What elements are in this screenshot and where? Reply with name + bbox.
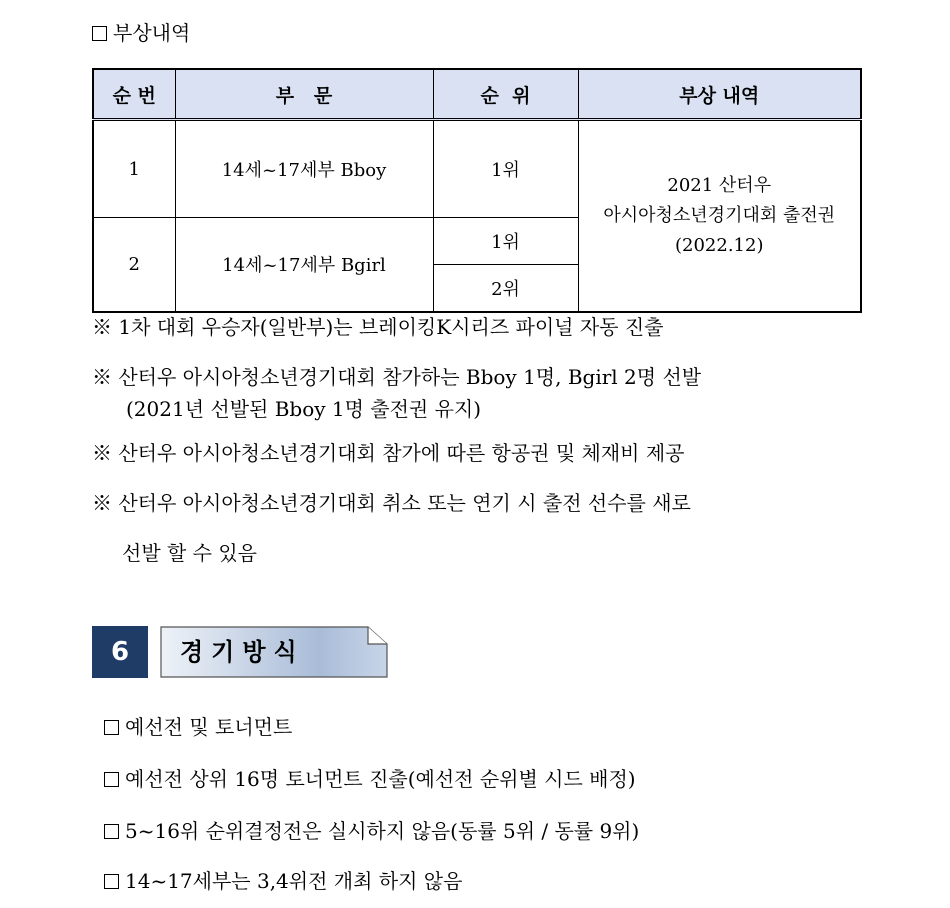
award-table <box>92 68 862 313</box>
row-rank: 1위 <box>433 120 578 218</box>
award-heading: 부상내역 <box>92 20 190 46</box>
award-line: 2021 산터우 <box>667 174 772 196</box>
note-2-sub: (2021년 선발된 Bboy 1명 출전권 유지) <box>126 397 482 421</box>
row-category: 14세~17세부 Bboy <box>175 120 433 218</box>
note-4: ※ 산터우 아시아청소년경기대회 취소 또는 연기 시 출전 선수를 새로 <box>92 491 691 515</box>
award-line: 아시아청소년경기대회 출전권 <box>603 204 836 226</box>
note-1: ※ 1차 대회 우승자(일반부)는 브레이킹K시리즈 파이널 자동 진출 <box>92 315 664 339</box>
note-2: ※ 산터우 아시아청소년경기대회 참가하는 Bboy 1명, Bgirl 2명 선발 <box>92 365 702 389</box>
header-no: 순 번 <box>93 69 175 120</box>
checkbox-square-icon <box>104 874 119 889</box>
header-category: 부 문 <box>175 69 433 120</box>
row-no: 2 <box>93 218 175 312</box>
bullet-item: 예선전 및 토너먼트 <box>104 714 292 740</box>
section-title-box <box>160 626 388 678</box>
checkbox-square-icon <box>104 772 119 787</box>
bullet-item: 14~17세부는 3,4위전 개최 하지 않음 <box>104 868 462 894</box>
row-rank: 1위 <box>433 218 578 265</box>
header-rank: 순 위 <box>433 69 578 120</box>
checkbox-square-icon <box>104 720 119 735</box>
bullet-item: 5~16위 순위결정전은 실시하지 않음(동률 5위 / 동률 9위) <box>104 818 639 844</box>
note-4-cont: 선발 할 수 있음 <box>122 541 257 565</box>
row-rank: 2위 <box>433 265 578 312</box>
header-award: 부상 내역 <box>578 69 861 120</box>
row-category: 14세~17세부 Bgirl <box>175 218 433 312</box>
award-cell <box>578 120 861 312</box>
award-line: (2022.12) <box>675 234 764 256</box>
table-row <box>93 120 861 218</box>
row-no: 1 <box>93 120 175 218</box>
bullet-item: 예선전 상위 16명 토너먼트 진출(예선전 순위별 시드 배정) <box>104 766 636 792</box>
section-number-badge: 6 <box>92 626 148 678</box>
table-header-row <box>93 69 861 120</box>
checkbox-square-icon <box>92 26 107 41</box>
section-title: 경기방식 <box>180 638 305 666</box>
checkbox-square-icon <box>104 824 119 839</box>
note-3: ※ 산터우 아시아청소년경기대회 참가에 따른 항공권 및 체재비 제공 <box>92 441 685 465</box>
